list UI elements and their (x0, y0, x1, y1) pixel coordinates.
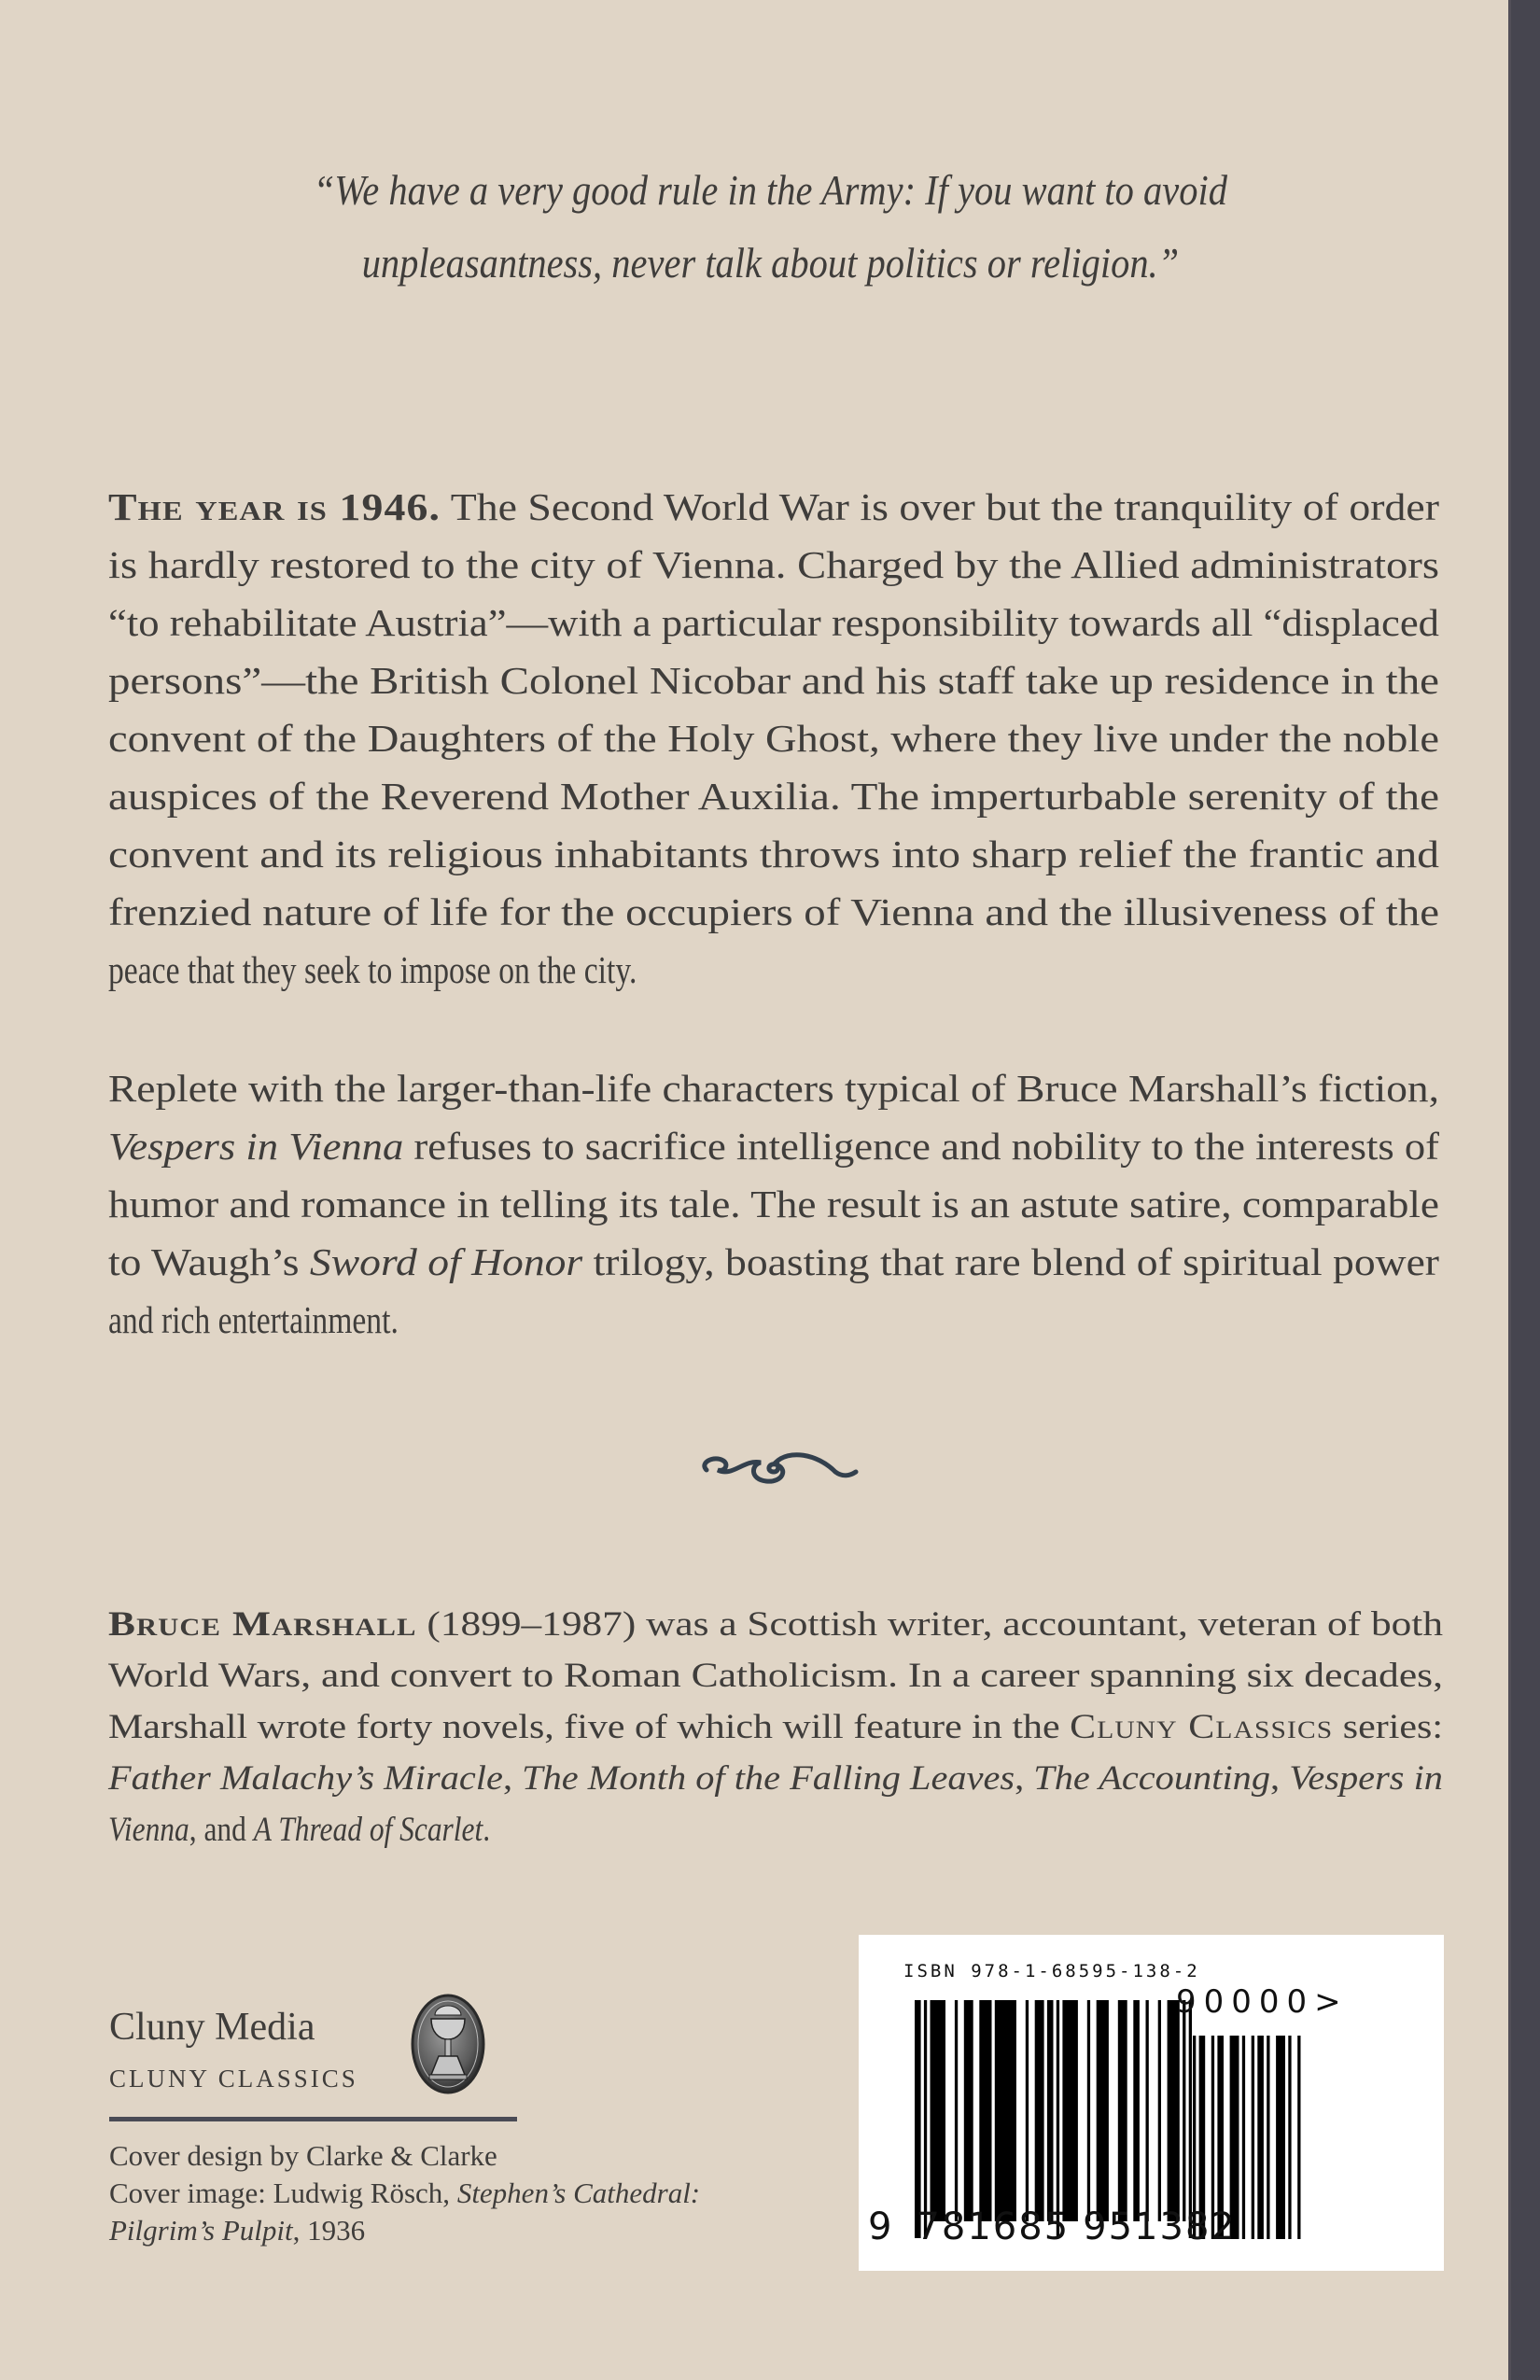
cover-credits (109, 2137, 700, 2249)
barcode-bar (1035, 2000, 1044, 2221)
text-line: is hardly restored to the city of Vienna. Charged by the Allied administrators (108, 543, 1439, 586)
text-line: Vienna, and A Thread of Scarlet. (108, 1811, 491, 1849)
publisher-series: CLUNY CLASSICS (109, 2065, 358, 2093)
ean-digits: 9 781685 951382 (868, 2205, 1237, 2248)
book-title: Vespers in Vienna (108, 1125, 404, 1168)
quote-line: “We have a very good rule in the Army: If you want to avoid (313, 166, 1227, 214)
text-line: humor and romance in telling its tale. The result is an astute satire, comparable (108, 1183, 1439, 1225)
barcode-bar (931, 2000, 946, 2221)
isbn-barcode (859, 1935, 1444, 2271)
synopsis-paragraph-1 (108, 478, 1439, 999)
barcode-bar (1057, 2000, 1059, 2238)
text-line: auspices of the Reverend Mother Auxilia. The imperturbable serenity of the (108, 775, 1439, 818)
addon-bar (1276, 2036, 1285, 2239)
book-title: The Month of the Falling Leaves (522, 1759, 1015, 1798)
book-title-part: Vienna (108, 1811, 189, 1849)
text-line: Replete with the larger-than-life characters typical of Bruce Marshall’s fiction, (108, 1067, 1439, 1110)
barcode-bar (1146, 2000, 1149, 2221)
author-name: Bruce Marshall (108, 1605, 417, 1644)
barcode-bar (915, 2000, 921, 2238)
barcode-bar (1062, 2000, 1078, 2221)
author-bio (108, 1599, 1443, 1855)
barcode-bar (1168, 2000, 1180, 2221)
barcode-bar (955, 2000, 958, 2221)
isbn-number: ISBN 978-1-68595-138-2 (903, 1961, 1200, 1981)
chalice-seal-icon (411, 1993, 485, 2095)
text-line: peace that they seek to impose on the city. (108, 948, 637, 991)
addon-bar (1288, 2036, 1291, 2239)
addon-bar (1252, 2036, 1254, 2239)
quote-line: unpleasantness, never talk about politics or religion.” (361, 239, 1179, 287)
book-title: Sword of Honor (309, 1240, 583, 1283)
barcode-bar (1118, 2000, 1127, 2221)
addon-bar (1297, 2036, 1300, 2239)
text-line: frenzied nature of life for the occupiers of Vienna and the illusiveness of the (108, 890, 1439, 933)
cover-image-credit: Cover image: Ludwig Rösch, Stephen’s Cathedral: (109, 2177, 701, 2209)
text-line: Bruce Marshall (1899–1987) was a Scottish writer, accountant, veteran of both (108, 1605, 1443, 1644)
text-line: “to rehabilitate Austria”—with a particular responsibility towards all “displaced (108, 601, 1439, 644)
cover-image-credit-cont: Pilgrim’s Pulpit, 1936 (109, 2214, 366, 2247)
cover-design-credit: Cover design by Clarke & Clarke (109, 2139, 497, 2172)
text-line: Vespers in Vienna refuses to sacrifice intelligence and nobility to the interests of (108, 1125, 1439, 1168)
book-title: Father Malachy’s Miracle (108, 1759, 503, 1798)
text-line: to Waugh’s Sword of Honor trilogy, boasting that rare blend of spiritual power (108, 1240, 1440, 1283)
book-title-part: Vespers in (1289, 1759, 1444, 1798)
text-line: Marshall wrote forty novels, five of which will feature in the Cluny Classics series: (108, 1708, 1443, 1746)
barcode-bar (964, 2000, 973, 2221)
barcode-bar (995, 2000, 1016, 2221)
barcode-bar (1097, 2000, 1109, 2221)
barcode-bar (1133, 2000, 1140, 2221)
text-line: persons”—the British Colonel Nicobar and his staff take up residence in the (108, 659, 1439, 702)
book-title: A Thread of Scarlet (253, 1811, 483, 1849)
epigraph-quote (140, 154, 1400, 300)
series-name: Cluny Classics (1070, 1708, 1334, 1746)
barcode-bar (1189, 2000, 1192, 2238)
barcode-bar (979, 2000, 991, 2221)
text-line: Father Malachy’s Miracle, The Month of the Falling Leaves, The Accounting, Vespers in (108, 1759, 1444, 1798)
barcode-bar (1158, 2000, 1161, 2221)
addon-bar (1242, 2036, 1245, 2239)
text-line: convent and its religious inhabitants throws into sharp relief the frantic and (108, 833, 1439, 875)
addon-bar (1257, 2036, 1264, 2239)
divider-rule (109, 2117, 517, 2121)
publisher-name: Cluny Media (109, 2006, 315, 2049)
synopsis-paragraph-2 (108, 1059, 1439, 1349)
text-line: The year is 1946. The Second World War is over but the tranquility of order (108, 485, 1439, 528)
price-code: 90000> (1176, 1983, 1349, 2021)
barcode-bar (1047, 2000, 1054, 2221)
book-spine-edge (1508, 0, 1540, 2380)
flourish-ornament-icon (686, 1442, 859, 1489)
barcode-bar (1026, 2000, 1029, 2221)
text-line: and rich entertainment. (108, 1298, 399, 1341)
text-line: convent of the Daughters of the Holy Ghost, where they live under the noble (108, 717, 1439, 760)
addon-bar (1267, 2036, 1269, 2239)
barcode-bar (924, 2000, 927, 2238)
lead-in: The year is 1946. (108, 485, 441, 528)
book-title: The Accounting (1033, 1759, 1271, 1798)
barcode-bar (1087, 2000, 1090, 2221)
text-line: World Wars, and convert to Roman Catholicism. In a career spanning six decades, (108, 1657, 1443, 1695)
barcode-bar (1183, 2000, 1185, 2221)
